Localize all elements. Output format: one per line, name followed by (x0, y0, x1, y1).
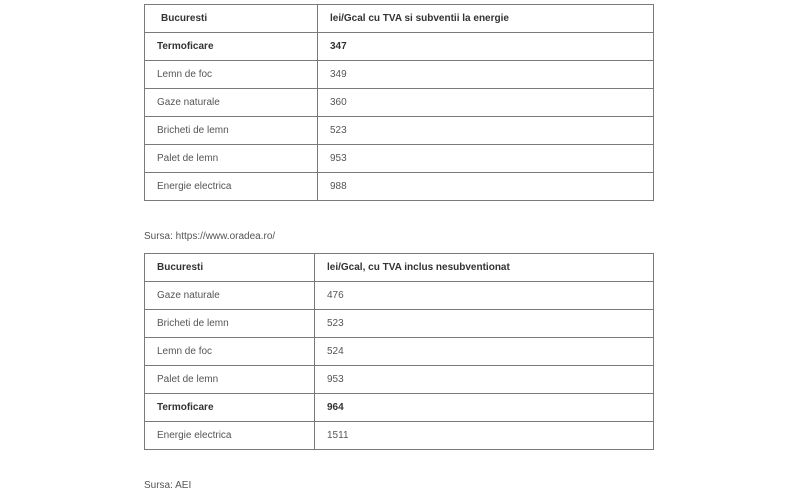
table-row (145, 282, 654, 310)
heating-cost-table-subsidized (144, 4, 654, 201)
table-row (145, 422, 654, 450)
price-cell: 524 (315, 338, 654, 366)
source-note: Sursa: AEI (144, 480, 192, 491)
table-row (145, 33, 654, 61)
table-header-row (145, 254, 654, 282)
fuel-type-cell: Energie electrica (145, 422, 315, 450)
price-cell: 953 (318, 145, 654, 173)
table-row (145, 338, 654, 366)
price-cell: 360 (318, 89, 654, 117)
fuel-type-cell: Gaze naturale (145, 282, 315, 310)
price-cell: 1511 (315, 422, 654, 450)
fuel-type-cell: Palet de lemn (145, 145, 318, 173)
table-row (145, 366, 654, 394)
fuel-type-cell: Termoficare (145, 33, 318, 61)
table-row (145, 310, 654, 338)
source-note: Sursa: https://www.oradea.ro/ (144, 231, 276, 242)
fuel-type-cell: Lemn de foc (145, 61, 318, 89)
fuel-type-cell: Termoficare (145, 394, 315, 422)
table-row (145, 145, 654, 173)
header-cell-city: Bucuresti (145, 254, 315, 282)
table-row (145, 61, 654, 89)
fuel-type-cell: Gaze naturale (145, 89, 318, 117)
header-cell-price: lei/Gcal cu TVA si subventii la energie (318, 5, 654, 33)
price-cell: 964 (315, 394, 654, 422)
table-row (145, 173, 654, 201)
price-cell: 476 (315, 282, 654, 310)
table-header-row (145, 5, 654, 33)
table-row (145, 89, 654, 117)
price-cell: 349 (318, 61, 654, 89)
fuel-type-cell: Palet de lemn (145, 366, 315, 394)
fuel-type-cell: Energie electrica (145, 173, 318, 201)
price-cell: 523 (315, 310, 654, 338)
header-cell-price: lei/Gcal, cu TVA inclus nesubventionat (315, 254, 654, 282)
price-cell: 347 (318, 33, 654, 61)
fuel-type-cell: Lemn de foc (145, 338, 315, 366)
table-row (145, 117, 654, 145)
fuel-type-cell: Bricheti de lemn (145, 117, 318, 145)
table-row (145, 394, 654, 422)
header-cell-city: Bucuresti (145, 5, 318, 33)
fuel-type-cell: Bricheti de lemn (145, 310, 315, 338)
heating-cost-table-unsubsidized (144, 253, 654, 450)
price-cell: 523 (318, 117, 654, 145)
price-cell: 953 (315, 366, 654, 394)
price-cell: 988 (318, 173, 654, 201)
